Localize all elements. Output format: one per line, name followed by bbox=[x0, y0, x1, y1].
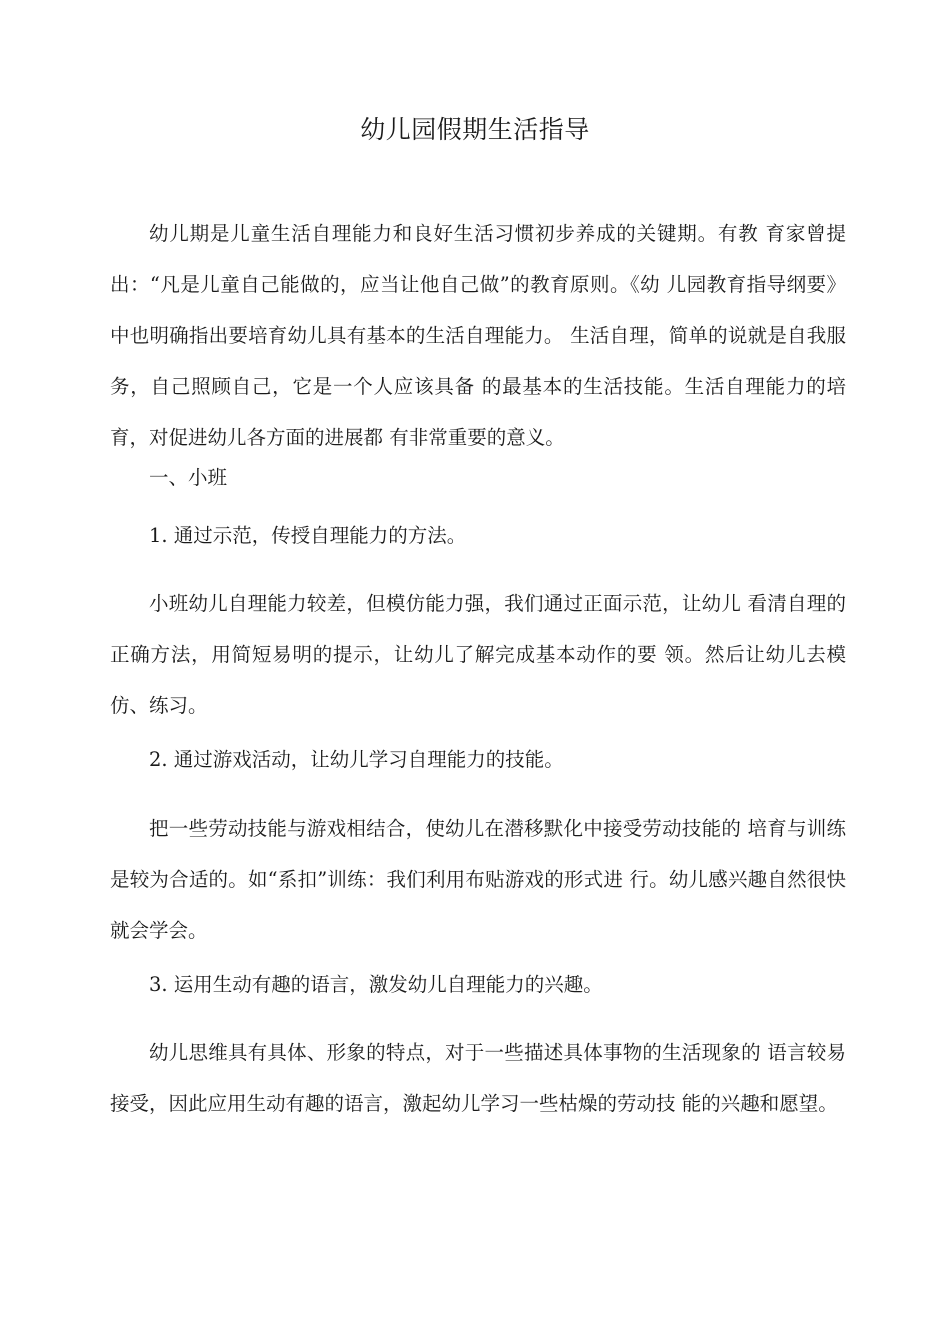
item-1-heading: 1. 通过示范，传授自理能力的方法。 bbox=[149, 524, 467, 547]
item-3-body: 幼儿思维具有具体、形象的特点，对于一些描述具体事物的生活现象的 语言较易接受，因此应用生动有趣的语言，激起幼儿学习一些枯燥的劳动技 能的兴趣和愿望。 bbox=[110, 1041, 846, 1115]
item-1-body: 小班幼儿自理能力较差，但模仿能力强，我们通过正面示范，让幼儿 看清自理的正确方法，用简短易明的提示，让幼儿了解完成基本动作的要 领。然后让幼儿去模仿、练习。 bbox=[110, 592, 846, 717]
item-2-body: 把一些劳动技能与游戏相结合，使幼儿在潜移默化中接受劳动技能的 培育与训练是较为合适的。如“系扣”训练：我们利用布贴游戏的形式进 行。幼儿感兴趣自然很快就会学会。 bbox=[110, 817, 846, 942]
item-3-heading: 3. 运用生动有趣的语言，激发幼儿自理能力的兴趣。 bbox=[149, 973, 603, 996]
document-title: 幼儿园假期生活指导 bbox=[360, 115, 590, 144]
section-heading-xiaoban: 一、小班 bbox=[149, 466, 228, 489]
item-2-heading: 2. 通过游戏活动，让幼儿学习自理能力的技能。 bbox=[149, 748, 564, 771]
intro-paragraph: 幼儿期是儿童生活自理能力和良好生活习惯初步养成的关键期。有教 育家曾提出：“凡是儿童自己能做的，应当让他自己做”的教育原则。《幼 儿园教育指导纲要》中也明确指出要培育幼儿具有基本的生活自理能力。 生活自理，简单的说就是自我服务，自己照顾自己，它是一个人应该具备 的最基本的生活技能。生活自理能力的培育，对促进幼儿各方面的进展都 有非常重要的意义。 bbox=[110, 222, 846, 449]
